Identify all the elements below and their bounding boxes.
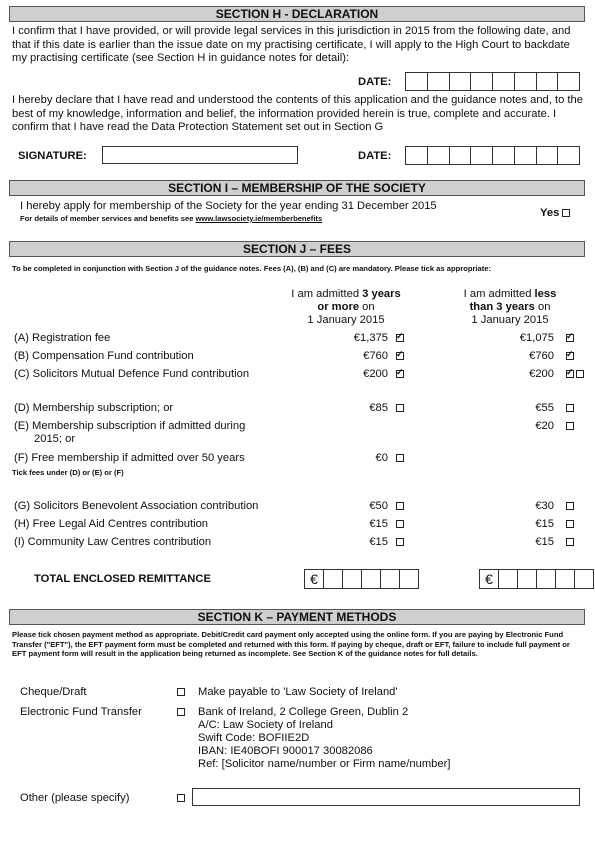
column-header-less-than-3-years: I am admitted less than 3 years on 1 January 2015 [463, 288, 557, 326]
column-header-3-years-or-more: I am admitted 3 years or more on 1 January 2015 [291, 288, 401, 326]
section-j-header: SECTION J – FEES [9, 241, 585, 257]
fee-checkbox-b-col1[interactable] [396, 352, 404, 360]
fee-checkbox-a-col2[interactable] [566, 334, 574, 342]
eft-line-account: A/C: Law Society of Ireland [198, 719, 333, 731]
total-remittance-input-col1[interactable] [304, 569, 419, 589]
cheque-text: Make payable to 'Law Society of Ireland' [198, 686, 398, 698]
fee-amount-i-col1: €15 [369, 536, 388, 548]
eft-line-bank: Bank of Ireland, 2 College Green, Dublin 2 [198, 706, 409, 718]
fee-checkbox-c-col2-extra[interactable] [576, 370, 584, 378]
fee-amount-f-col1: €0 [375, 452, 388, 464]
tick-fees-note: Tick fees under (D) or (E) or (F) [12, 468, 124, 477]
fee-amount-c-col1: €200 [363, 368, 388, 380]
fee-amount-b-col1: €760 [363, 350, 388, 362]
fee-label-i: (I) Community Law Centres contribution [14, 536, 212, 548]
date-label-2: DATE: [358, 150, 392, 162]
date-label: DATE: [358, 76, 392, 88]
currency-symbol-2: € [480, 570, 499, 588]
member-benefits-prefix: For details of member services and benefits see [20, 214, 196, 223]
total-remittance-input-col2[interactable] [479, 569, 594, 589]
other-specify-field[interactable] [192, 788, 580, 806]
fee-label-c: (C) Solicitors Mutual Defence Fund contribution [14, 368, 250, 380]
eft-checkbox[interactable] [177, 708, 185, 716]
fee-checkbox-c-col1[interactable] [396, 370, 404, 378]
fee-amount-h-col1: €15 [369, 518, 388, 530]
fee-label-g: (G) Solicitors Benevolent Association contribution [14, 500, 259, 512]
fee-amount-c-col2: €200 [529, 368, 554, 380]
fee-checkbox-i-col2[interactable] [566, 538, 574, 546]
fee-amount-e-col2: €20 [535, 420, 554, 432]
fee-checkbox-e-col2[interactable] [566, 422, 574, 430]
fee-amount-i-col2: €15 [535, 536, 554, 548]
fee-amount-a-col2: €1,075 [519, 332, 554, 344]
fee-label-h: (H) Free Legal Aid Centres contribution [14, 518, 209, 530]
fee-checkbox-f-col1[interactable] [396, 454, 404, 462]
fee-checkbox-d-col2[interactable] [566, 404, 574, 412]
fee-checkbox-d-col1[interactable] [396, 404, 404, 412]
section-i-header: SECTION I – MEMBERSHIP OF THE SOCIETY [9, 180, 585, 196]
fee-label-f: (F) Free membership if admitted over 50 years [14, 452, 245, 464]
fee-label-b: (B) Compensation Fund contribution [14, 350, 194, 362]
currency-symbol: € [305, 570, 324, 588]
cheque-label: Cheque/Draft [20, 686, 87, 698]
total-remittance-label: TOTAL ENCLOSED REMITTANCE [34, 573, 211, 585]
payment-instruction: Please tick chosen payment method as appropriate. Debit/Credit card payment only accepted using the online form. If you are paying by Electronic Fund Transfer ("EFT"), the EFT payment form must be completed and returned with this form. If paying by cheque, draft or EFT, failure to include full payment or EFT payment form will result in the application being returned as incomplete. See Section K of the guidance notes for full details. [12, 630, 570, 658]
fee-label-e: (E) Membership subscription if admitted during [14, 420, 246, 432]
eft-details [198, 706, 450, 771]
signature-label: SIGNATURE: [18, 150, 87, 162]
member-benefits-link[interactable]: www.lawsociety.ie/memberbenefits [195, 214, 323, 223]
fee-checkbox-h-col2[interactable] [566, 520, 574, 528]
date-input-boxes-2[interactable] [405, 146, 580, 165]
declaration-paragraph-1: I confirm that I have provided, or will provide legal services in this jurisdiction in 2015 from the following date, and that if this date is earlier than the issue date on my practising certificate, I will apply to the High Court to backdate my practising certificate (see Section H in guidance notes for detail): [12, 25, 571, 64]
fee-checkbox-g-col1[interactable] [396, 502, 404, 510]
fee-checkbox-i-col1[interactable] [396, 538, 404, 546]
fee-label-a: (A) Registration fee [14, 332, 111, 344]
fee-checkbox-a-col1[interactable] [396, 334, 404, 342]
fee-checkbox-c-col2[interactable] [566, 370, 574, 378]
fee-amount-b-col2: €760 [529, 350, 554, 362]
date-input-boxes[interactable] [405, 72, 580, 91]
yes-label: Yes [540, 207, 560, 219]
other-checkbox[interactable] [177, 794, 185, 802]
fee-checkbox-b-col2[interactable] [566, 352, 574, 360]
signature-field[interactable] [102, 146, 298, 164]
fee-label-e-cont: 2015; or [34, 433, 76, 445]
eft-line-reference: Ref: [Solicitor name/number or Firm name/number] [198, 758, 451, 770]
fee-amount-d-col2: €55 [535, 402, 554, 414]
cheque-checkbox[interactable] [177, 688, 185, 696]
fee-amount-h-col2: €15 [535, 518, 554, 530]
member-benefits-note [20, 214, 322, 223]
eft-line-iban: IBAN: IE40BOFI 900017 30082086 [198, 745, 373, 757]
membership-statement: I hereby apply for membership of the Society for the year ending 31 December 2015 [20, 200, 437, 212]
membership-yes-checkbox[interactable] [562, 209, 570, 217]
fee-amount-g-col1: €50 [369, 500, 388, 512]
fee-amount-g-col2: €30 [535, 500, 554, 512]
declaration-paragraph-2: I hereby declare that I have read and understood the contents of this application and the guidance notes and, to the best of my knowledge, information and belief, the information provided herein is true, complete and accurate. I confirm that I have read the Data Protection Statement set out in Section G [12, 94, 583, 133]
fee-checkbox-g-col2[interactable] [566, 502, 574, 510]
section-k-header: SECTION K – PAYMENT METHODS [9, 609, 585, 625]
other-label: Other (please specify) [20, 792, 130, 804]
section-h-header: SECTION H - DECLARATION [9, 6, 585, 22]
fees-instruction: To be completed in conjunction with Section J of the guidance notes. Fees (A), (B) and (C) are mandatory. Please tick as appropriate: [12, 264, 492, 273]
fee-checkbox-h-col1[interactable] [396, 520, 404, 528]
fee-label-d: (D) Membership subscription; or [14, 402, 174, 414]
fee-amount-a-col1: €1,375 [353, 332, 388, 344]
membership-yes [540, 207, 570, 219]
eft-label: Electronic Fund Transfer [20, 706, 142, 718]
fee-amount-d-col1: €85 [369, 402, 388, 414]
eft-line-swift: Swift Code: BOFIIE2D [198, 732, 310, 744]
